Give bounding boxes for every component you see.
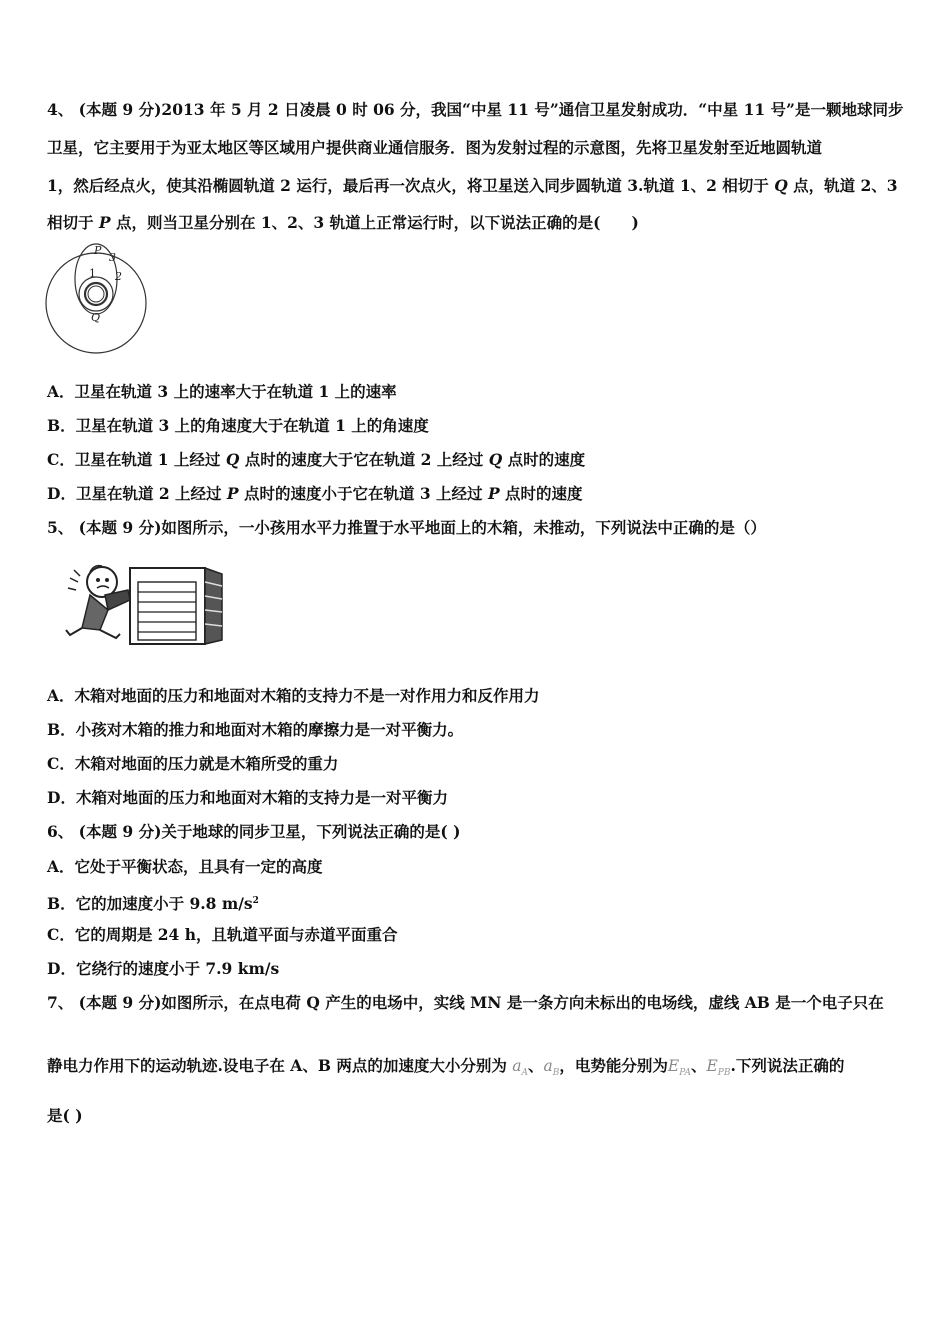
accel-a-letter: a [512,1057,522,1075]
q4-d-p2: P [487,484,500,503]
child-body [82,595,108,630]
q4-c-mid: 点时的速度大于它在轨道 2 上经过 [239,450,489,469]
label-3: 3 [109,251,116,264]
accel-a-symbol [512,1057,528,1079]
q4-c-q1: Q [225,450,240,469]
q7-separator-1: 、 [527,1056,544,1075]
q4-l4-text-end: 点，则当卫星分别在 1、2、3 轨道上正常运行时，以下说法正确的是( ) [110,213,639,232]
q7-stem-line-3: 是( ) [47,1106,83,1125]
accel-b-symbol [543,1057,560,1079]
q7-l2-end: .下列说法正确的 [730,1056,845,1075]
q4-d-mid: 点时的速度小于它在轨道 3 上经过 [238,484,488,503]
q4-stem-line-3 [47,176,898,196]
q4-d-p1: P [226,484,239,503]
label-p: P [94,244,102,257]
q6-b-text: B．它的加速度小于 9.8 m/s [47,894,253,914]
energy-pa-subscript: PA [679,1068,691,1079]
q4-l3-text-end: 点，轨道 2、3 [787,176,898,195]
q4-point-p: P [98,213,111,232]
q5-stem: 5、 (本题 9 分)如图所示，一小孩用水平力推置于水平地面上的木箱，未推动，下列说法中正确的是（） [47,518,766,537]
energy-pa-letter: E [667,1057,680,1075]
q6-stem: 6、 (本题 9 分)关于地球的同步卫星，下列说法正确的是( ) [47,822,461,841]
accel-a-subscript: A [521,1068,528,1079]
child-pushing-box-illustration [60,560,225,645]
q6-b-exponent: 2 [252,896,259,906]
orbit-diagram [44,243,154,358]
q4-option-a[interactable]: A．卫星在轨道 3 上的速率大于在轨道 1 上的速率 [47,382,397,401]
box-side [205,568,222,644]
q7-stem-line-2 [47,1056,844,1083]
q7-stem-line-1: 7、 (本题 9 分)如图所示，在点电荷 Q 产生的电场中，实线 MN 是一条方向未标出的电场线，虚线 AB 是一个电子只在 [47,993,884,1012]
energy-pb-letter: E [706,1057,718,1075]
q6-option-d[interactable]: D．它绕行的速度小于 7.9 km/s [47,959,280,978]
q4-c-q2: Q [488,450,503,469]
q4-option-b[interactable]: B．卫星在轨道 3 上的角速度大于在轨道 1 上的角速度 [47,416,429,435]
q4-l3-text: 1，然后经点火，使其沿椭圆轨道 2 运行，最后再一次点火，将卫星送入同步圆轨道 3.轨道 1、2 相切于 [47,176,775,195]
q4-point-q: Q [774,176,788,195]
label-q: Q [91,311,101,324]
q4-option-c[interactable] [47,450,585,470]
q4-stem-line-2: 卫星，它主要用于为亚太地区等区域用户提供商业通信服务．图为发射过程的示意图，先将卫星发射至近地圆轨道 [47,138,823,157]
q4-d-pre: D．卫星在轨道 2 上经过 [47,484,227,503]
q7-l2-text: 静电力作用下的运动轨迹.设电子在 A、B 两点的加速度大小分别为 [47,1056,507,1075]
q4-c-post: 点时的速度 [502,450,586,469]
child-head [87,567,117,597]
accel-b-subscript: B [552,1068,560,1079]
q7-separator-2: 、 [690,1056,707,1075]
label-1: 1 [89,267,96,280]
q5-option-d[interactable]: D．木箱对地面的压力和地面对木箱的支持力是一对平衡力 [47,788,448,807]
q6-option-b[interactable] [47,891,259,914]
q4-stem-line-1: 4、 (本题 9 分)2013 年 5 月 2 日凌晨 0 时 06 分，我国“中星 11 号”通信卫星发射成功．“中星 11 号”是一颗地球同步 [47,100,904,119]
energy-pb-symbol [706,1057,731,1079]
earth-inner [88,286,104,302]
label-2: 2 [115,270,122,283]
q4-stem-line-4 [47,213,639,233]
orbit-3 [46,253,146,353]
q5-option-c[interactable]: C．木箱对地面的压力就是木箱所受的重力 [47,754,339,773]
accel-b-letter: a [543,1057,553,1075]
q4-option-d[interactable] [47,484,583,504]
q4-c-pre: C．卫星在轨道 1 上经过 [47,450,226,469]
q7-l2-mid: ，电势能分别为 [559,1056,668,1075]
q6-option-c[interactable]: C．它的周期是 24 h，且轨道平面与赤道平面重合 [47,925,398,944]
q5-option-a[interactable]: A．木箱对地面的压力和地面对木箱的支持力不是一对作用力和反作用力 [47,686,540,705]
q4-d-post: 点时的速度 [499,484,583,503]
q4-l4-text: 相切于 [47,213,99,232]
energy-pb-subscript: PB [717,1068,731,1079]
energy-pa-symbol [667,1057,691,1079]
q5-option-b[interactable]: B．小孩对木箱的推力和地面对木箱的摩擦力是一对平衡力。 [47,720,464,739]
q6-option-a[interactable]: A．它处于平衡状态，且具有一定的高度 [47,857,323,876]
